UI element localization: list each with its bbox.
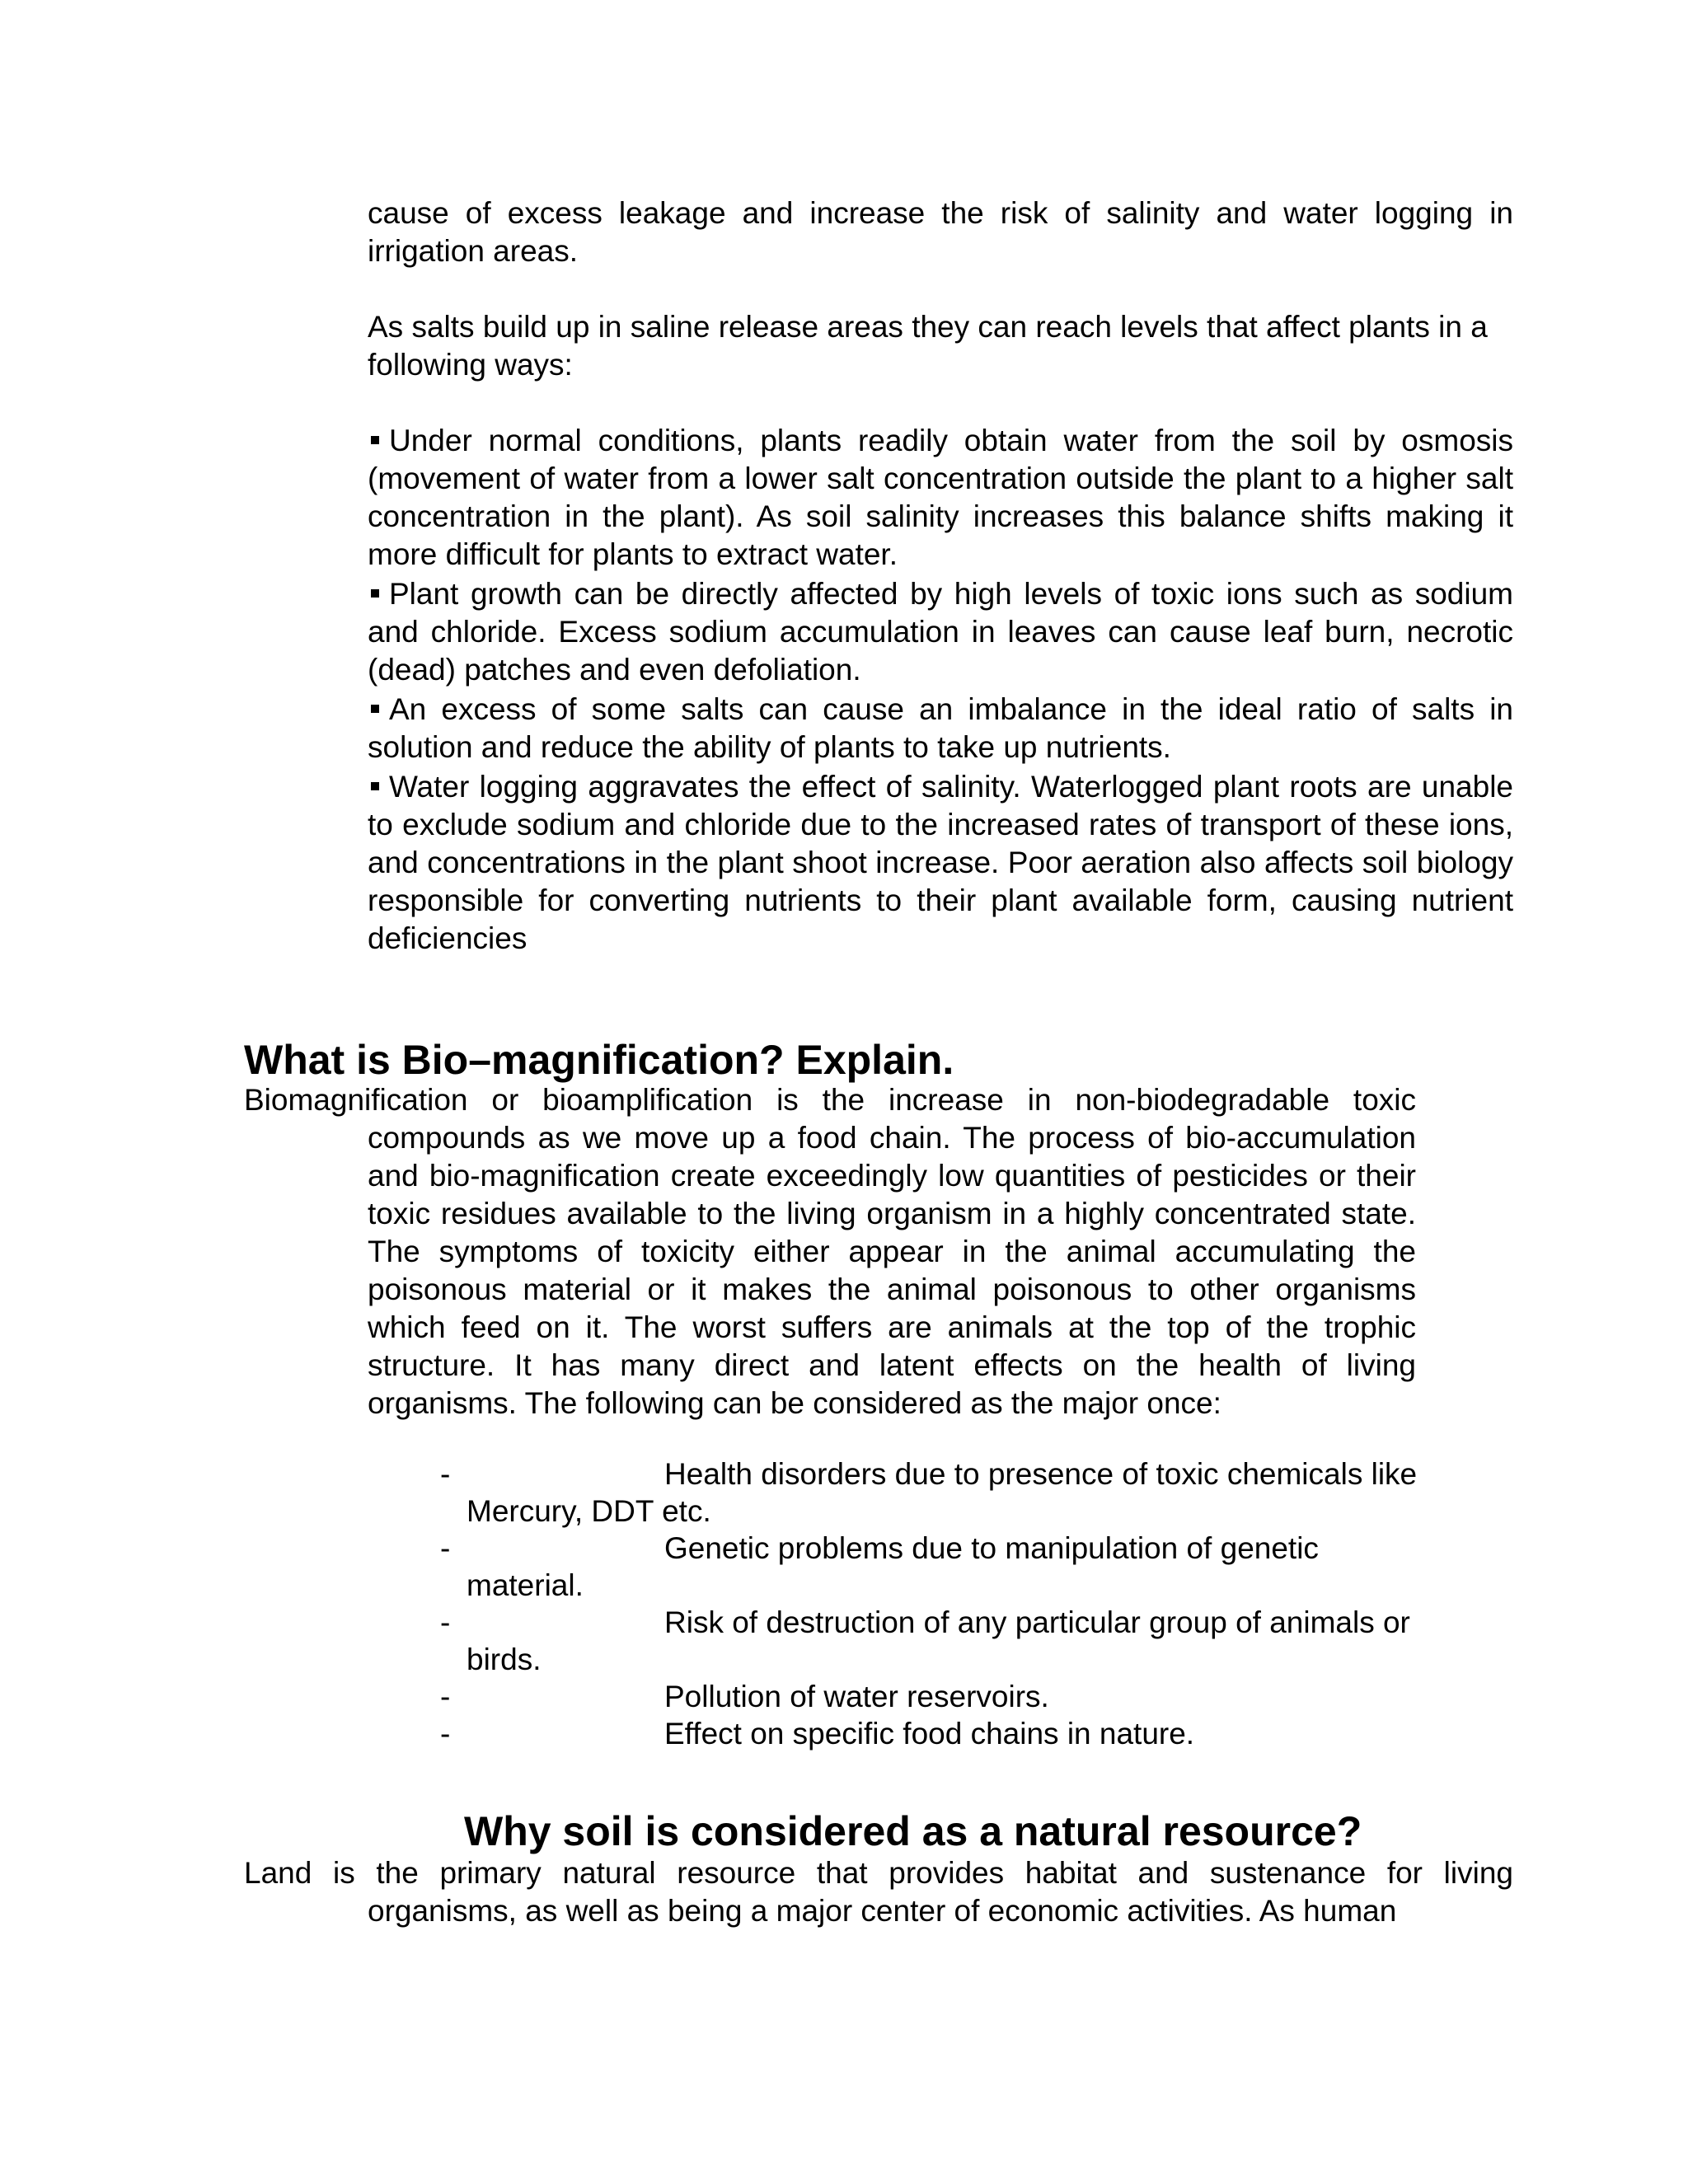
list-item [368, 1530, 1431, 1604]
list-item-text: Health disorders due to presence of toxic chemicals like Mercury, DDT etc. [467, 1457, 1418, 1528]
list-item-text: Risk of destruction of any particular group of animals or birds. [467, 1605, 1410, 1676]
biomagnification-effects-list [368, 1455, 1431, 1752]
list-item-text: Water logging aggravates the effect of salinity. Waterlogged plant roots are unable to exclude sodium and chloride due to the increased rates of transport of these ions, and concentrations in the plant shoot increase. Poor aeration also affects soil biology responsible for converting nutrients to their plant available form, causing nutrient deficiencies [368, 770, 1513, 955]
square-bullet-icon [371, 705, 379, 713]
list-item-text: Pollution of water reservoirs. [664, 1680, 1049, 1713]
list-item-text: Under normal conditions, plants readily obtain water from the soil by osmosis (movement of water from a lower salt concentration outside the plant to a higher salt concentration in the plant). As soil salinity increases this balance shifts making it more difficult for plants to extract water. [368, 424, 1513, 571]
square-bullet-icon [371, 436, 379, 444]
list-item-text: Genetic problems due to manipulation of genetic material. [467, 1531, 1319, 1602]
list-item [368, 1715, 1431, 1752]
intro-paragraph-1: cause of excess leakage and increase the risk of salinity and water logging in irrigation areas. [368, 196, 1513, 268]
list-item-text: Effect on specific food chains in nature. [664, 1717, 1195, 1750]
list-item-text: Plant growth can be directly affected by high levels of toxic ions such as sodium and chloride. Excess sodium accumulation in leaves can cause leaf burn, necrotic (dead) patches and even defoliation. [368, 577, 1513, 687]
biomagnification-paragraph: Biomagnification or bioamplification is the increase in non-biodegradable toxic compounds as we move up a food chain. The process of bio-accumulation and bio-magnification create exceedingly low quantities of pesticides or their toxic residues available to the living organism in a highly concentrated state. The symptoms of toxicity either appear in the animal accumulating the poisonous material or it makes the animal poisonous to other organisms which feed on it. The worst suffers are animals at the top of the trophic structure. It has many direct and latent effects on the health of living organisms. The following can be considered as the major once: [244, 1083, 1416, 1420]
square-bullet-icon [371, 782, 379, 790]
biomagnification-heading: What is Bio–magnification? Explain. [244, 1037, 954, 1083]
list-item [368, 575, 1513, 689]
list-item [368, 1455, 1431, 1530]
list-item-text: An excess of some salts can cause an imbalance in the ideal ratio of salts in solution and reduce the ability of plants to take up nutrients. [368, 692, 1513, 764]
list-item [368, 768, 1513, 958]
dash-bullet: - [440, 1680, 451, 1713]
dash-bullet: - [440, 1457, 451, 1491]
list-item [368, 691, 1513, 766]
list-item [368, 422, 1513, 574]
list-item [368, 1678, 1431, 1715]
soil-heading: Why soil is considered as a natural resource? [464, 1808, 1362, 1854]
soil-paragraph: Land is the primary natural resource that provides habitat and sustenance for living organisms, as well as being a major center of economic activities. As human [244, 1856, 1513, 1928]
square-bullet-icon [371, 589, 379, 598]
dash-bullet: - [440, 1605, 451, 1639]
dash-bullet: - [440, 1717, 451, 1750]
salinity-effects-list [368, 422, 1513, 959]
dash-bullet: - [440, 1531, 451, 1565]
list-item [368, 1604, 1431, 1678]
intro-paragraph-2: As salts build up in saline release areas they can reach levels that affect plants in a following ways: [368, 310, 1488, 382]
